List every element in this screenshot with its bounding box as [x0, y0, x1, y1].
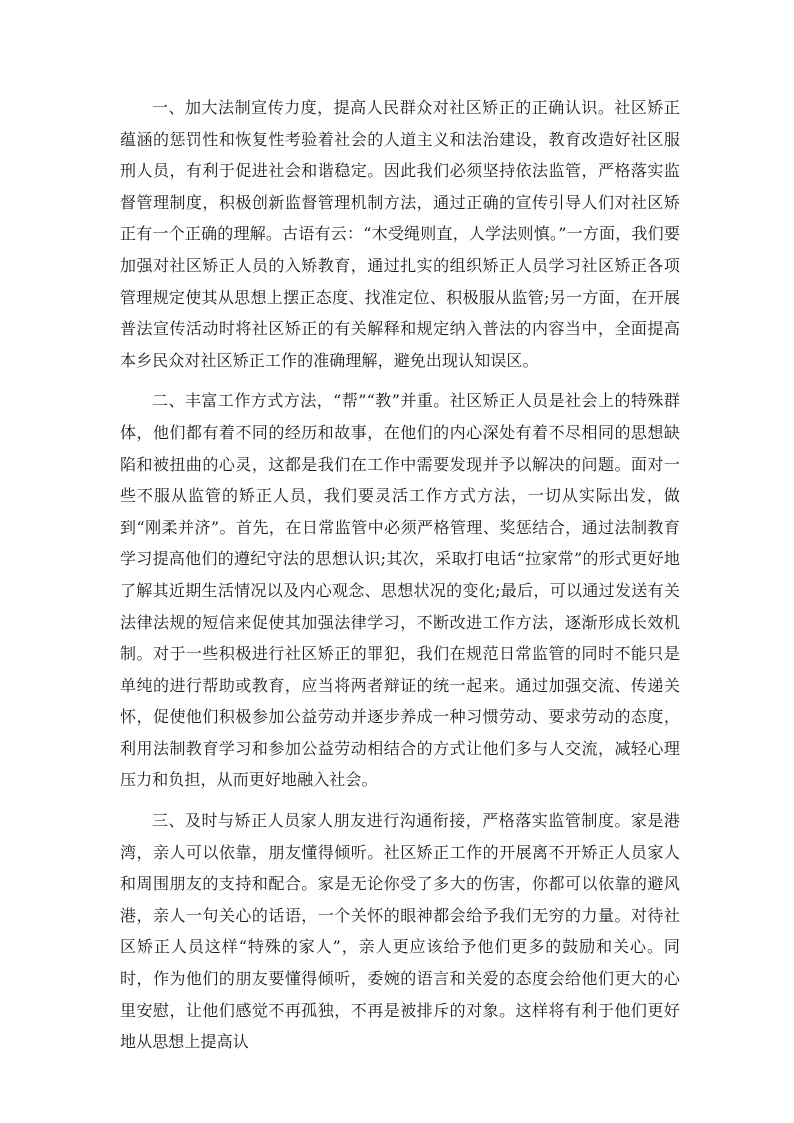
paragraph-work-methods: 二、丰富工作方式方法，“帮”“教”并重。社区矫正人员是社会上的特殊群体，他们都有着不同的经历和故事，在他们的内心深处有着不尽相同的思想缺陷和被扭曲的心灵，这都是我们在工作中需要发现并予以解决的问题。面对一些不服从监管的矫正人员，我们要灵活工作方式方法，一切从实际出发，做到“刚柔并济”。首先，在日常监管中必须严格管理、奖惩结合，通过法制教育学习提高他们的遵纪守法的思想认识;其次，采取打电话“拉家常”的形式更好地了解其近期生活情况以及内心观念、思想状况的变化;最后，可以通过发送有关法律法规的短信来促使其加强法律学习，不断改进工作方法，逐渐形成长效机制。对于一些积极进行社区矫正的罪犯，我们在规范日常监管的同时不能只是单纯的进行帮助或教育，应当将两者辩证的统一起来。通过加强交流、传递关怀，促使他们积极参加公益劳动并逐步养成一种习惯劳动、要求劳动的态度，利用法制教育学习和参加公益劳动相结合的方式让他们多与人交流，减轻心理压力和负担，从而更好地融入社会。 [120, 391, 680, 790]
document-body [120, 92, 680, 1067]
paragraph-family-communication: 三、及时与矫正人员家人朋友进行沟通衔接，严格落实监管制度。家是港湾，亲人可以依靠，朋友懂得倾听。社区矫正工作的开展离不开矫正人员家人和周围朋友的支持和配合。家是无论你受了多大的伤害，你都可以依靠的避风港，亲人一句关心的话语，一个关怀的眼神都会给予我们无穷的力量。对待社区矫正人员这样“特殊的家人”，亲人更应该给予他们更多的鼓励和关心。同时，作为他们的朋友要懂得倾听，委婉的语言和关爱的态度会给他们更大的心里安慰，让他们感觉不再孤独，不再是被排斥的对象。这样将有利于他们更好地从思想上提高认 [120, 811, 680, 1052]
paragraph-legal-publicity: 一、加大法制宣传力度，提高人民群众对社区矫正的正确认识。社区矫正蕴涵的惩罚性和恢复性考验着社会的人道主义和法治建设，教育改造好社区服刑人员，有利于促进社会和谐稳定。因此我们必须坚持依法监管，严格落实监督管理制度，积极创新监督管理机制方法，通过正确的宣传引导人们对社区矫正有一个正确的理解。古语有云：“木受绳则直，人学法则慎。”一方面，我们要加强对社区矫正人员的入矫教育，通过扎实的组织矫正人员学习社区矫正各项管理规定使其从思想上摆正态度、找准定位、积极服从监管;另一方面，在开展普法宣传活动时将社区矫正的有关解释和规定纳入普法的内容当中，全面提高本乡民众对社区矫正工作的准确理解，避免出现认知误区。 [120, 98, 680, 370]
